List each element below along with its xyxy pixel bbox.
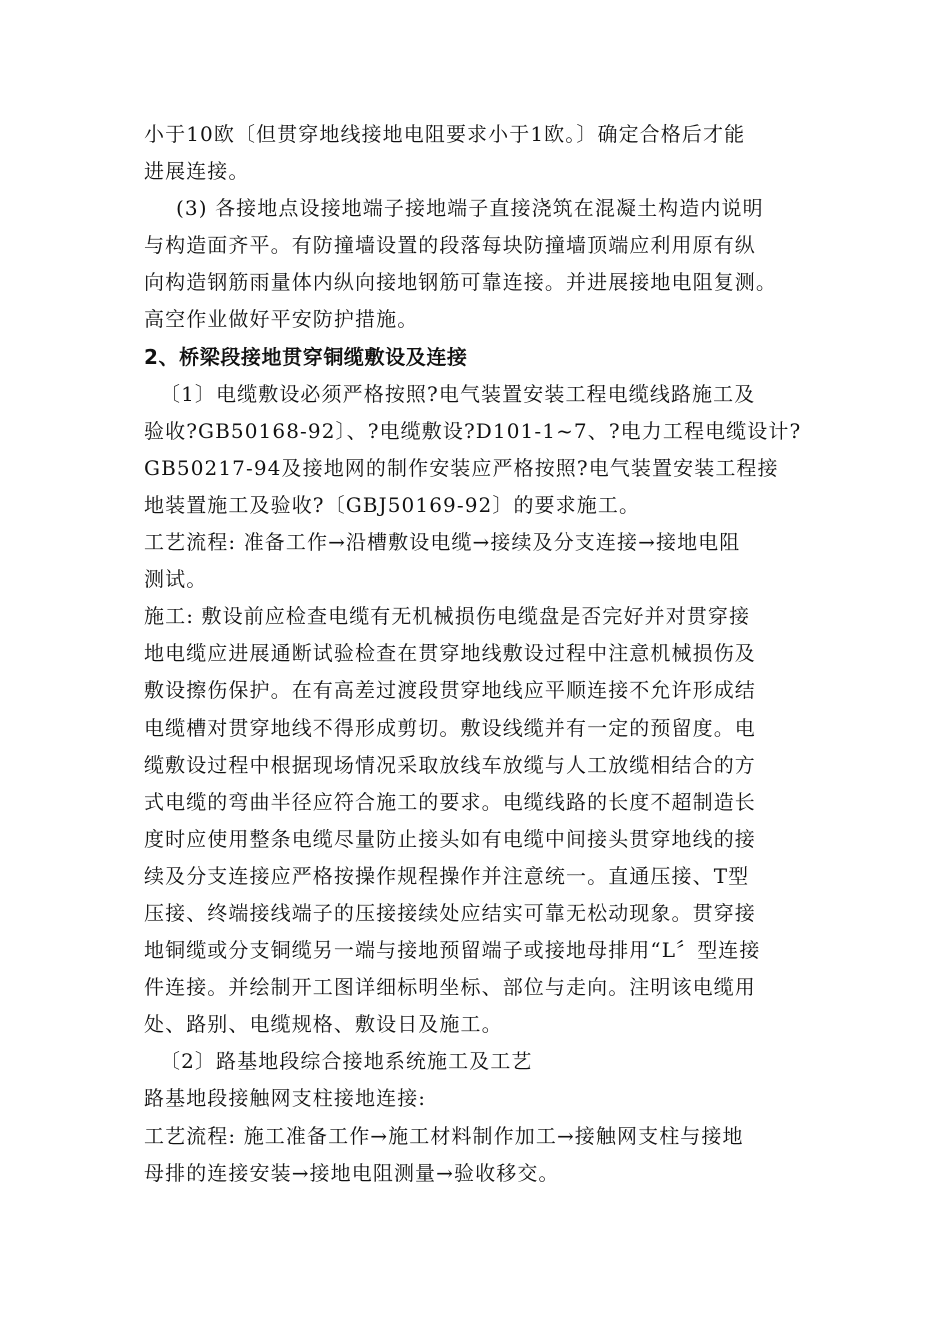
body-text-line: 度时应使用整条电缆尽量防止接头如有电缆中间接头贯穿地线的接 [144,826,756,851]
body-text-line: 向构造钢筋雨量体内纵向接地钢筋可靠连接。并进展接地电阻复测。 [144,270,777,295]
body-text-line: 小于10欧〔但贯穿地线接地电阻要求小于1欧。〕确定合格后才能 [144,122,746,146]
body-text-line: 路基地段接触网支柱接地连接: [144,1086,427,1111]
body-text-line: 地铜缆或分支铜缆另一端与接地预留端子或接地母排用“L〞型连接 [144,938,761,963]
body-text-line: 件连接。并绘制开工图详细标明坐标、部位与走向。注明该电缆用 [144,975,756,1000]
body-text-line: 高空作业做好平安防护措施。 [144,307,419,332]
body-text-line: 工艺流程: 准备工作→沿槽敷设电缆→接续及分支连接→接地电阻 [144,530,741,555]
body-text-line: 地装置施工及验收?〔GBJ50169-92〕的要求施工。 [144,492,641,517]
body-text-line: 与构造面齐平。有防撞墙设置的段落每块防撞墙顶端应利用原有纵 [144,233,756,258]
body-text-line: 电缆槽对贯穿地线不得形成剪切。敷设线缆并有一定的预留度。电 [144,715,756,740]
body-text-line: 〔1〕电缆敷设必须严格按照?电气装置安装工程电缆线路施工及 [160,381,756,406]
body-text-line: (3) 各接地点设接地端子接地端子直接浇筑在混凝土构造内说明 [176,196,764,221]
body-text-line: 地电缆应进展通断试验检查在贯穿地线敷设过程中注意机械损伤及 [144,641,756,666]
subsection-heading: 〔2〕路基地段综合接地系统施工及工艺 [160,1049,533,1074]
body-text-line: GB50217-94及接地网的制作安装应严格按照?电气装置安装工程接 [144,455,779,480]
body-text-line: 工艺流程: 施工准备工作→施工材料制作加工→接触网支柱与接地 [144,1123,744,1148]
body-text-line: 续及分支连接应严格按操作规程操作并注意统一。直通压接、T型 [144,863,750,888]
body-text-line: 验收?GB50168-92〕、?电缆敷设?D101-1~7、?电力工程电缆设计? [144,418,802,443]
body-text-line: 缆敷设过程中根据现场情况采取放线车放缆与人工放缆相结合的方 [144,752,756,777]
body-text-line: 施工: 敷设前应检查电缆有无机械损伤电缆盘是否完好并对贯穿接 [144,604,751,629]
body-text-line: 进展连接。 [144,159,250,184]
body-text-line: 式电缆的弯曲半径应符合施工的要求。电缆线路的长度不超制造长 [144,789,756,814]
document-body [144,116,824,1192]
body-text-line: 处、路别、电缆规格、敷设日及施工。 [144,1012,503,1037]
section-heading: 2、桥梁段接地贯穿铜缆敷设及连接 [144,344,468,369]
body-text-line: 测试。 [144,567,208,592]
body-text-line: 压接、终端接线端子的压接接续处应结实可靠无松动现象。贯穿接 [144,900,756,925]
body-text-line: 母排的连接安装→接地电阻测量→验收移交。 [144,1160,560,1185]
body-text-line: 敷设擦伤保护。在有高差过渡段贯穿地线应平顺连接不允许形成结 [144,678,756,703]
